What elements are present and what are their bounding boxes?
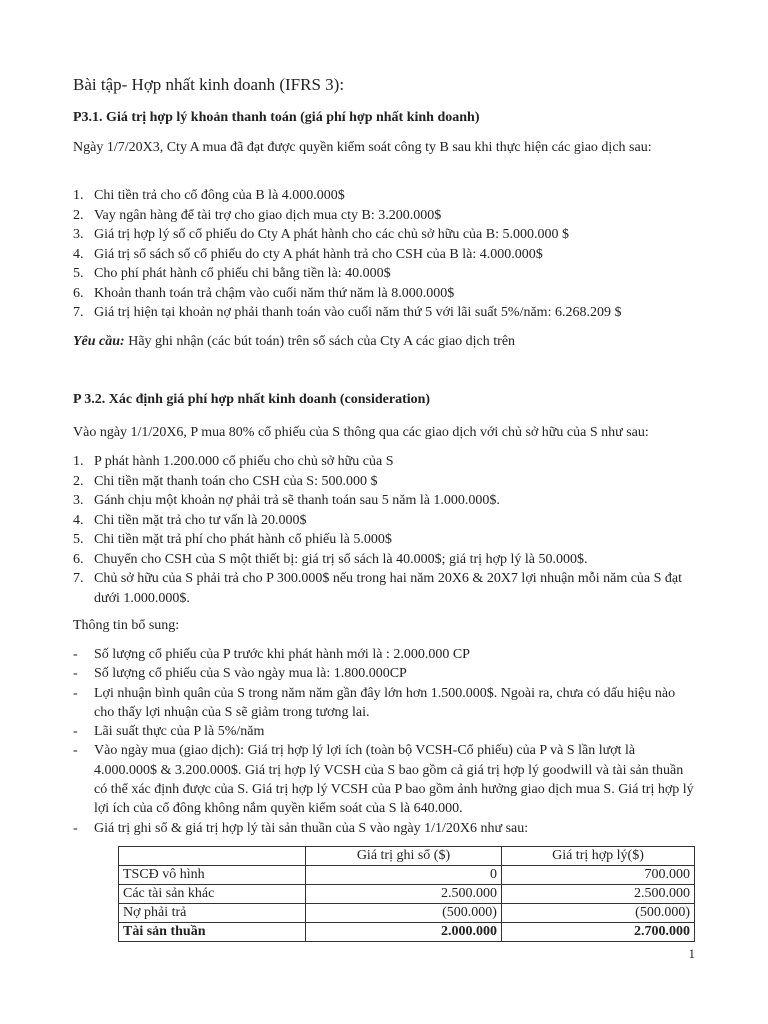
table-header-cell: Giá trị hợp lý($)	[501, 847, 694, 866]
p31-heading: P3.1. Giá trị hợp lý khoản thanh toán (giá phí hợp nhất kinh doanh)	[73, 110, 480, 125]
requirement-text: Hãy ghi nhận (các bút toán) trên sổ sách của Cty A các giao dịch trên	[124, 334, 516, 349]
list-item: 7. Chủ sở hữu của S phải trả cho P 300.000$ nếu trong hai năm 20X6 & 20X7 lợi nhuận mỗi năm của S đạt dưới 1.000.000$.	[73, 571, 683, 606]
p31-intro: Ngày 1/7/20X3, Cty A mua đã đạt được quyền kiểm soát công ty B sau khi thực hiện các giao dịch sau:	[73, 140, 652, 155]
list-item: - Lợi nhuận bình quân của S trong năm năm gần đây lớn hơn 1.500.000$. Ngoài ra, chưa có dấu hiệu nào cho thấy lợi nhuận của S sẽ giảm trong tương lai.	[73, 685, 676, 720]
list-item: 7. Giá trị hiện tại khoản nợ phải thanh toán vào cuối năm thứ 5 với lãi suất 5%/năm: 6.268.209 $	[73, 305, 622, 320]
p32-list	[73, 452, 698, 608]
table-cell: (500.000)	[306, 904, 502, 923]
table-cell: 2.500.000	[306, 885, 502, 904]
list-item: 2. Vay ngân hàng để tài trợ cho giao dịch mua cty B: 3.200.000$	[73, 207, 442, 223]
table-cell: 2.700.000	[501, 923, 694, 942]
list-item: 2. Chi tiền mặt thanh toán cho CSH của S: 500.000 $	[73, 473, 378, 489]
list-item: - Vào ngày mua (giao dịch): Giá trị hợp lý lợi ích (toàn bộ VCSH-Cổ phiếu) của P và S lần lượt là 4.000.000$ & 3.200.000$. Giá trị hợp lý VCSH của S bao gồm cả giá trị hợp lý goodwill và tài sản thuần có thể xác định được của S. Giá trị hợp lý VCSH của P bao gồm ảnh hưởng giao dịch mua S. Giá trị hợp lý lợi ích của cổ đông không nắm quyền kiểm soát của S là 640.000.	[73, 743, 694, 817]
table-row	[119, 866, 695, 885]
table-cell: Các tài sản khác	[119, 885, 306, 904]
list-item: 3. Gánh chịu một khoản nợ phải trả sẽ thanh toán sau 5 năm là 1.000.000$.	[73, 493, 500, 508]
table-row	[119, 885, 695, 904]
p31-requirement	[73, 332, 693, 352]
table-cell: 2.000.000	[306, 923, 502, 942]
list-item: 6. Chuyển cho CSH của S một thiết bị: giá trị sổ sách là 40.000$; giá trị hợp lý là 50.000$.	[73, 551, 588, 567]
list-item: 4. Chi tiền mặt trả cho tư vấn là 20.000$	[73, 512, 307, 528]
list-item: - Số lượng cổ phiếu của S vào ngày mua là: 1.800.000CP	[73, 666, 407, 682]
list-item: 1. Chi tiền trả cho cổ đông của B là 4.000.000$	[73, 188, 345, 203]
list-item: - Giá trị ghi sổ & giá trị hợp lý tài sản thuần của S vào ngày 1/1/20X6 như sau:	[73, 820, 529, 836]
table-header-row	[119, 847, 695, 866]
p31-list	[73, 186, 698, 323]
table-cell: Tài sản thuần	[119, 923, 306, 942]
table-cell: TSCĐ vô hình	[119, 866, 306, 885]
list-item: - Lãi suất thực của P là 5%/năm	[73, 724, 265, 740]
table-header-cell: Giá trị ghi sổ ($)	[306, 847, 502, 866]
list-item: - Số lượng cổ phiếu của P trước khi phát hành mới là : 2.000.000 CP	[73, 647, 470, 662]
list-item: 6. Khoản thanh toán trả chậm vào cuối năm thứ năm là 8.000.000$	[73, 285, 455, 301]
table-cell: 2.500.000	[501, 885, 694, 904]
list-item: 4. Giá trị sổ sách số cổ phiếu do cty A phát hành trả cho CSH của B là: 4.000.000$	[73, 246, 543, 262]
requirement-label: Yêu cầu:	[73, 334, 125, 349]
page-number: 1	[688, 946, 695, 961]
net-assets-table	[118, 846, 695, 942]
table-total-row	[119, 923, 695, 942]
list-item: 1. P phát hành 1.200.000 cổ phiếu cho chủ sở hữu của S	[73, 454, 394, 469]
table-row	[119, 904, 695, 923]
table-cell: 700.000	[501, 866, 694, 885]
table-header-cell	[119, 847, 306, 866]
table-cell: (500.000)	[501, 904, 694, 923]
extra-info-heading: Thông tin bổ sung:	[73, 618, 180, 633]
list-item: 3. Giá trị hợp lý số cổ phiếu do Cty A phát hành cho các chủ sở hữu của B: 5.000.000 $	[73, 227, 569, 242]
document-title: Bài tập- Hợp nhất kinh doanh (IFRS 3):	[73, 75, 345, 94]
list-item: 5. Cho phí phát hành cổ phiếu chi bằng tiền là: 40.000$	[73, 266, 391, 281]
p32-heading: P 3.2. Xác định giá phí hợp nhất kinh doanh (consideration)	[73, 392, 431, 407]
p32-intro: Vào ngày 1/1/20X6, P mua 80% cổ phiếu của S thông qua các giao dịch với chủ sở hữu của S như sau:	[73, 425, 649, 440]
table-cell: Nợ phải trả	[119, 904, 306, 923]
extra-info-list	[73, 645, 698, 838]
table-cell: 0	[306, 866, 502, 885]
list-item: 5. Chi tiền mặt trả phí cho phát hành cổ phiếu là 5.000$	[73, 532, 392, 547]
